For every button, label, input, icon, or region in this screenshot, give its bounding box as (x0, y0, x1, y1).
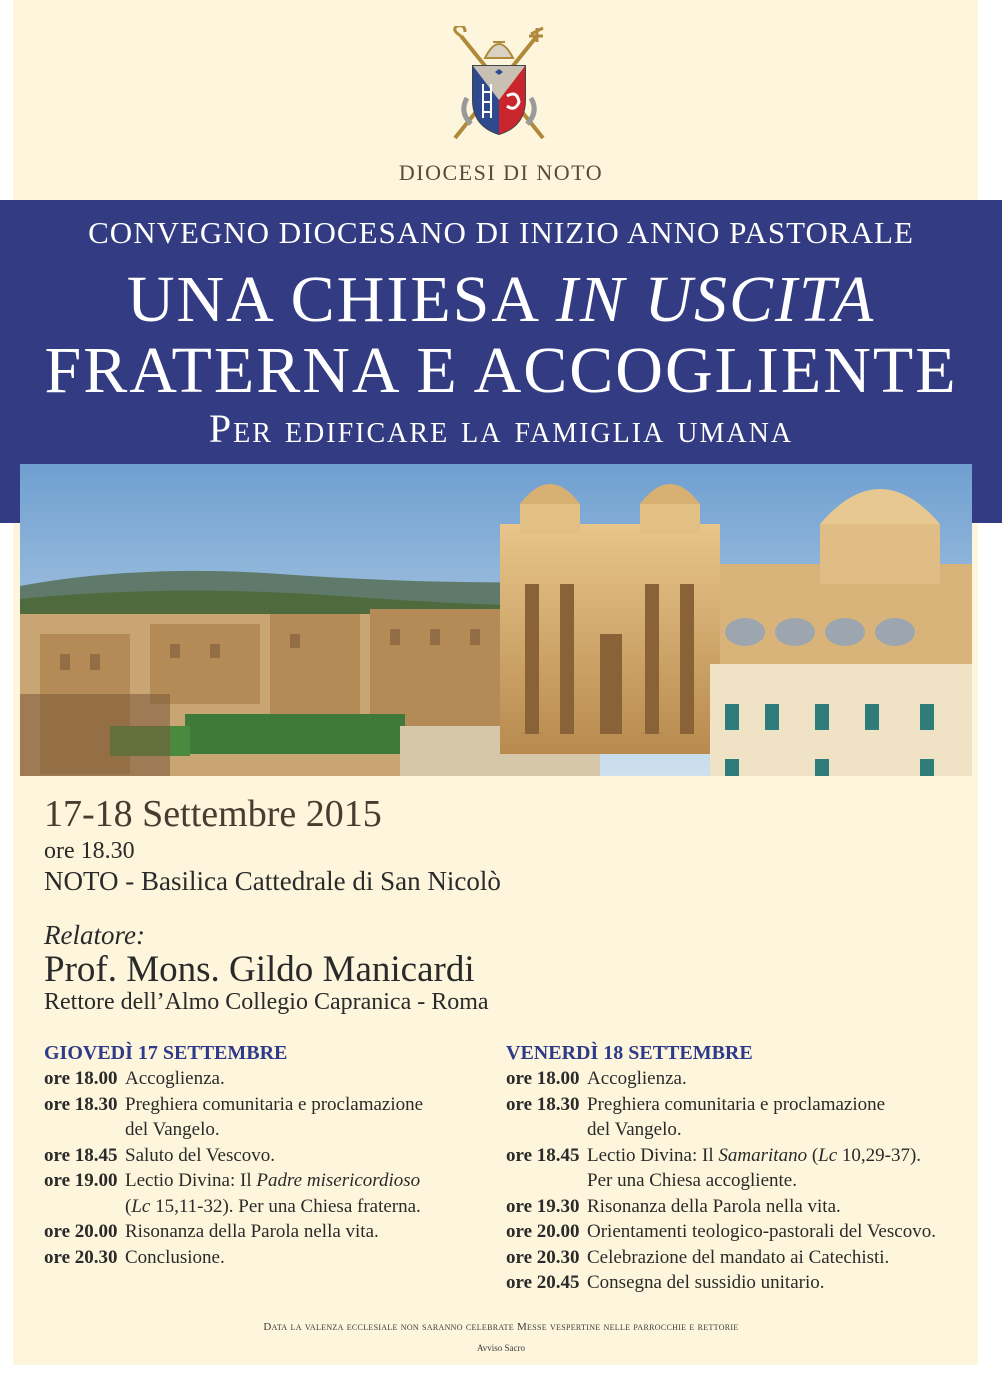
program-desc-post: 15,11-32). Per una Chiesa fraterna. (150, 1195, 421, 1217)
program-desc (125, 1168, 484, 1219)
main-title-line1-italic: IN USCITA (555, 263, 876, 336)
program-item (506, 1143, 966, 1194)
footer-notice: Avviso Sacro (476, 1343, 526, 1353)
program-day2 (506, 1040, 966, 1296)
program-desc: Risonanza della Parola nella vita. (587, 1195, 841, 1217)
program-desc-line2: del Vangelo. (587, 1119, 682, 1140)
program-time: ore 18.00 (44, 1068, 118, 1089)
program-desc (587, 1092, 966, 1143)
program-item (44, 1092, 484, 1143)
program-desc-line2: del Vangelo. (125, 1119, 220, 1140)
program-item (506, 1066, 966, 1092)
program-desc: Saluto del Vescovo. (125, 1144, 276, 1166)
program-item (44, 1143, 484, 1169)
program-desc: Risonanza della Parola nella vita. (125, 1221, 379, 1242)
program-desc: Consegna del sussidio unitario. (587, 1272, 825, 1293)
program-desc-ref: Lc (818, 1144, 838, 1166)
program-time: ore 20.30 (506, 1246, 580, 1268)
program-desc: Celebrazione del mandato ai Catechisti. (587, 1246, 890, 1268)
noto-cathedral-photo (20, 464, 972, 776)
speaker-name: Prof. Mons. Gildo Manicardi (44, 949, 475, 990)
program-time: ore 18.45 (44, 1144, 118, 1166)
program-desc (587, 1143, 966, 1194)
event-time: ore 18.30 (44, 838, 135, 864)
footer-note: Data la valenza ecclesiale non saranno celebrate Messe vespertine nelle parrocchie e rettorie (263, 1321, 739, 1333)
program-time: ore 20.45 (506, 1272, 580, 1293)
speaker-label: Relatore: (44, 920, 145, 950)
program-desc-italic: Samaritano (718, 1144, 808, 1166)
program-time: ore 19.00 (44, 1170, 118, 1191)
day2-title: VENERDÌ 18 SETTEMBRE (506, 1042, 753, 1064)
convention-subtitle: CONVEGNO DIOCESANO DI INIZIO ANNO PASTORALE (88, 215, 914, 250)
program-item (506, 1194, 966, 1220)
program-item (44, 1219, 484, 1245)
program-time: ore 18.30 (44, 1093, 118, 1115)
program-desc-mid: ( (807, 1144, 819, 1166)
program-desc-pre: Lectio Divina: Il (587, 1144, 719, 1166)
program-item (506, 1092, 966, 1143)
program-desc-ref: Lc (131, 1195, 151, 1217)
program-desc: Orientamenti teologico-pastorali del Vescovo. (587, 1221, 936, 1242)
program-desc-line2: Per una Chiesa accogliente. (587, 1170, 797, 1191)
program-desc (125, 1092, 484, 1143)
main-title-line1-regular: UNA CHIESA (126, 263, 556, 336)
program-time: ore 18.30 (506, 1093, 580, 1115)
banner-tagline: Per edificare la famiglia umana (208, 406, 794, 451)
program-desc: Accoglienza. (125, 1068, 225, 1089)
program-time: ore 18.00 (506, 1068, 580, 1089)
program-desc-pre2: ( (125, 1195, 132, 1217)
event-place: NOTO - Basilica Cattedrale di San Nicolò (44, 866, 501, 896)
program-desc-pre: Lectio Divina: Il (125, 1170, 257, 1191)
program-item (506, 1219, 966, 1245)
program-desc-post: 10,29-37). (837, 1144, 922, 1166)
program-time: ore 20.00 (44, 1221, 118, 1242)
program-item (506, 1245, 966, 1271)
program-desc-line1: Preghiera comunitaria e proclamazione (125, 1093, 424, 1115)
program-desc: Conclusione. (125, 1246, 225, 1268)
program-time: ore 20.00 (506, 1221, 580, 1242)
program-time: ore 18.45 (506, 1144, 580, 1166)
program-item (44, 1245, 484, 1271)
program-time: ore 20.30 (44, 1246, 118, 1268)
main-title-line2: FRATERNA E ACCOGLIENTE (44, 334, 958, 407)
program-day1 (44, 1040, 484, 1270)
program-item (506, 1270, 966, 1296)
program-item (44, 1168, 484, 1219)
program-desc: Accoglienza. (587, 1068, 687, 1089)
main-title-line1 (0, 262, 1002, 338)
program-desc-italic: Padre misericordioso (256, 1170, 421, 1191)
speaker-role: Rettore dell’Almo Collegio Capranica - Roma (44, 989, 489, 1015)
diocese-name: DIOCESI DI NOTO (398, 160, 604, 185)
program-item (44, 1066, 484, 1092)
event-date: 17-18 Settembre 2015 (44, 793, 382, 835)
diocese-coat-of-arms-icon (443, 26, 555, 144)
day1-title: GIOVEDÌ 17 SETTEMBRE (44, 1042, 288, 1064)
program-time: ore 19.30 (506, 1195, 580, 1217)
program-desc-line1: Preghiera comunitaria e proclamazione (587, 1093, 886, 1115)
